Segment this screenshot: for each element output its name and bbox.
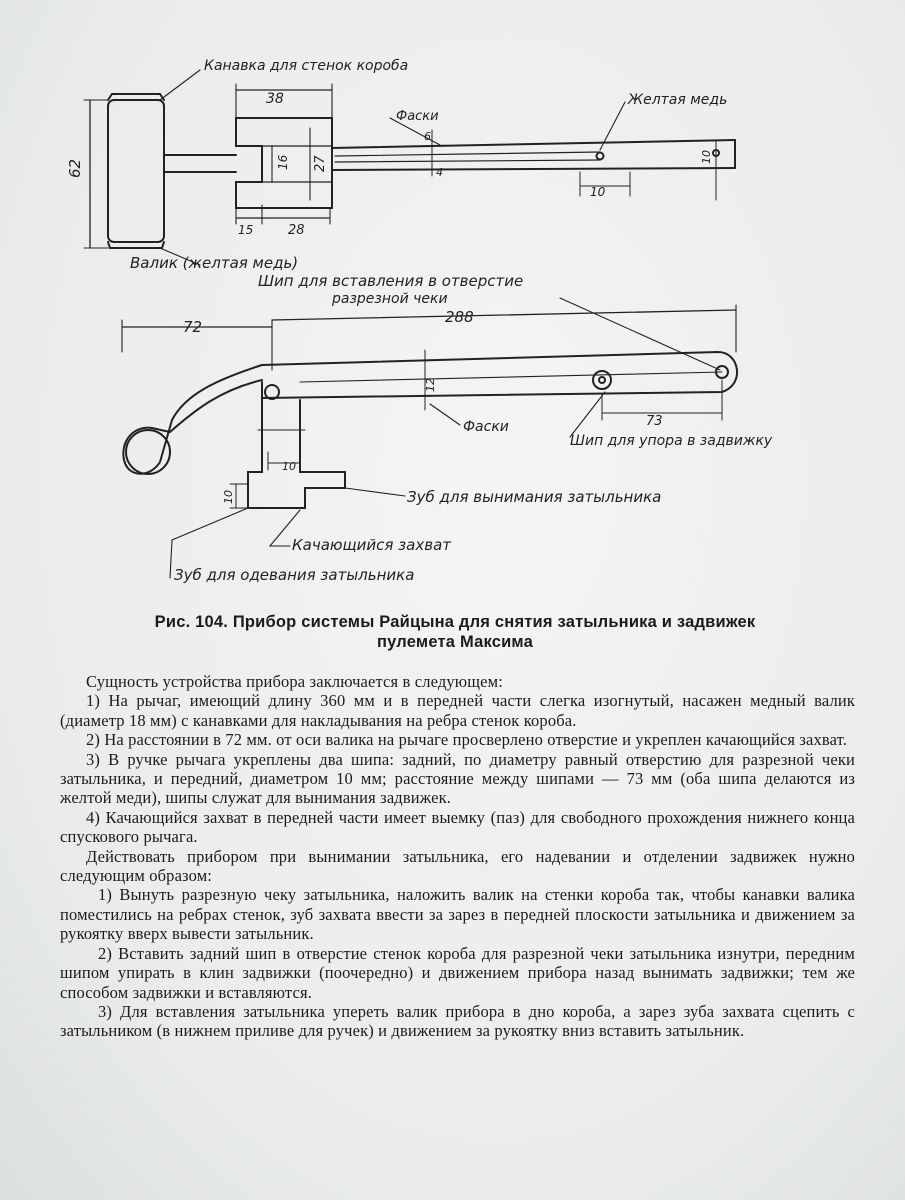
label-groove: Канавка для стенок короба <box>204 58 409 74</box>
roller-shape <box>108 100 164 242</box>
label-bevels-bottom: Фаски <box>463 419 509 435</box>
dim-4: 4 <box>436 166 443 179</box>
paragraph-2: 2) На расстоянии в 72 мм. от оси валика на рычаге просверлено отверстие и укреплен качающийся захват. <box>86 730 848 750</box>
top-view <box>66 58 735 272</box>
paragraph-5: Действовать прибором при вынимании затыльника, его надевании и отделении задвижек нужно следующим образом: <box>60 846 855 886</box>
label-pin-insert: Шип для вставления в отверстие <box>258 272 524 290</box>
dim-12: 12 <box>424 378 437 392</box>
dim-38: 38 <box>266 91 284 107</box>
paragraph-3: 3) В ручке рычага укреплены два шипа: задний, по диаметру равный отверстию для разрезной чеки затыльника, и передний, диаметром 10 мм; расстояние между шипами — 73 мм (оба шипа делаются из желтой меди), шипы служат для вынимания задвижек. <box>60 749 855 808</box>
label-roller: Валик (желтая медь) <box>130 254 299 272</box>
dim-72: 72 <box>183 318 203 336</box>
dim-288: 288 <box>445 308 474 326</box>
dim-10-tooth: 10 <box>222 490 235 504</box>
dim-10-horizontal: 10 <box>590 185 606 199</box>
label-yellow-copper: Желтая медь <box>628 92 728 108</box>
dim-6: 6 <box>424 130 431 143</box>
dim-10-grip: 10 <box>282 460 296 473</box>
dim-16: 16 <box>276 154 290 170</box>
label-bevels-top: Фаски <box>396 109 439 124</box>
step-2: 2) Вставить задний шип в отверстие стенок короба для разрезной чеки затыльника изнутри, передним шипом упирать в клин задвижки (поочередно) и движением прибора назад вынимать задвижки; тем же способом задвижки и вставляются. <box>60 943 855 1002</box>
label-swing-grip: Качающийся захват <box>292 536 452 554</box>
paragraph-1: 1) На рычаг, имеющий длину 360 мм и в передней части слегка изогнутый, насажен медный валик (диаметр 18 мм) с канавками для накладывания на ребра стенок короба. <box>60 691 855 730</box>
step-1: 1) Вынуть разрезную чеку затыльника, наложить валик на стенки короба так, чтобы канавки валика поместились на ребрах стенок, зуб захвата ввести за зарез в передней плоскости затыльника и движением за рукоятку вверх вывести затыльник. <box>60 885 855 944</box>
label-tooth-remove: Зуб для вынимания затыльника <box>407 488 662 506</box>
dim-27: 27 <box>313 155 328 172</box>
paragraph-4: 4) Качающийся захват в передней части имеет выемку (паз) для свободного прохождения нижнего конца спускового рычага. <box>60 807 855 847</box>
dim-15: 15 <box>238 223 254 237</box>
dim-62: 62 <box>66 158 84 178</box>
dim-28: 28 <box>288 223 305 238</box>
caption-line-2: пулемета Максима <box>376 633 533 651</box>
label-pin-insert-2: разрезной чеки <box>332 291 448 307</box>
label-tooth-put-on: Зуб для одевания затыльника <box>174 566 415 584</box>
pin-front <box>593 371 611 389</box>
figure-caption <box>40 612 870 652</box>
dim-73: 73 <box>646 414 663 429</box>
body-text <box>60 672 855 1041</box>
paragraph-intro: Сущность устройства прибора заключается в следующем: <box>86 672 503 691</box>
dim-10-vertical: 10 <box>700 150 713 164</box>
label-pin-stop: Шип для упора в задвижку <box>570 433 773 449</box>
caption-line-1: Рис. 104. Прибор системы Райцына для снятия затыльника и задвижек <box>154 613 756 631</box>
step-3: 3) Для вставления затыльника упереть валик прибора в дно короба, а зарез зуба захвата сцепить с затыльником (в нижнем приливе для ручек) и движением за рукоятку вниз вставить затыльник. <box>60 1001 855 1041</box>
side-view <box>122 272 773 584</box>
